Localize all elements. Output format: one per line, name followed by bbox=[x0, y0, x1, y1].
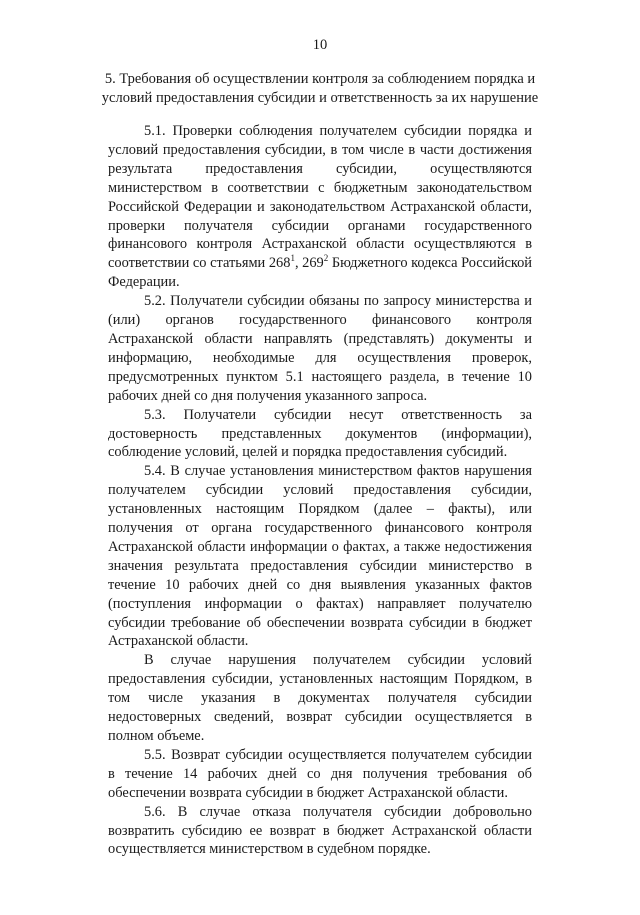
footnote-ref-2: 2 bbox=[323, 253, 329, 264]
paragraph-5-5: 5.5. Возврат субсидии осуществляется получателем субсидии в течение 14 рабочих дней со дня получения требования об обеспечении возврата субсидии в бюджет Астраханской области. bbox=[108, 746, 532, 801]
paragraph-5-2: 5.2. Получатели субсидии обязаны по запросу министерства и (или) органов государственного финансового контроля Астраханской области направлять (представлять) документы и информацию, необходимые для осуществления проверок, предусмотренных пунктом 5.1 настоящего раздела, в течение 10 рабочих дней со дня получения указанного запроса. bbox=[108, 293, 532, 404]
section-title bbox=[96, 70, 544, 108]
paragraph-5-4-continued: В случае нарушения получателем субсидии условий предоставления субсидии, установленных настоящим Порядком, в том числе указания в документах получателя субсидии недостоверных сведений, возврат субсидии осуществляется в полном объеме. bbox=[108, 652, 532, 744]
paragraph-5-1-mid: , 269 bbox=[294, 255, 324, 272]
footnote-ref-1: 1 bbox=[290, 253, 295, 264]
paragraph-5-6: 5.6. В случае отказа получателя субсидии добровольно возвратить субсидию ее возврат в бюджет Астраханской области осуществляется министерством в судебном порядке. bbox=[108, 803, 532, 858]
page-number: 10 bbox=[312, 37, 328, 53]
paragraph-5-3: 5.3. Получатели субсидии несут ответственность за достоверность представленных документов (информации), соблюдение условий, целей и порядка предоставления субсидий. bbox=[108, 406, 532, 461]
paragraph-5-4: 5.4. В случае установления министерством фактов нарушения получателем субсидии условий предоставления субсидии, установленных настоящим Порядком (далее – факты), или получения от органа государственного финансового контроля Астраханской области информации о фактах, а также недостижения значения результата предоставления субсидии министерство в течение 10 рабочих дней со дня выявления указанных фактов (поступления информации о фактах) направляет получателю субсидии требование об обеспечении возврата субсидии в бюджет Астраханской области. bbox=[108, 463, 532, 650]
paragraph-5-1 bbox=[108, 122, 532, 292]
section-title-line-1: 5. Требования об осуществлении контроля за соблюдением порядка и bbox=[104, 71, 536, 87]
paragraph-5-1-end: Бюджетного кодекса Российской Федерации. bbox=[108, 255, 532, 291]
paragraph-5-1-text: 5.1. Проверки соблюдения получателем субсидии порядка и условий предоставления субсидии, в том числе в части достижения результата предоставления субсидии, осуществляются министерством в соответствии с бюджетным законодательством Российской Федерации и законодательством Астраханской области, проверки получателя субсидии органами государственного финансового контроля Астраханской области осуществляются в соответствии со статьями 268 bbox=[108, 123, 532, 272]
section-title-line-2: условий предоставления субсидии и ответственность за их нарушение bbox=[101, 90, 539, 106]
document-body bbox=[108, 122, 532, 859]
